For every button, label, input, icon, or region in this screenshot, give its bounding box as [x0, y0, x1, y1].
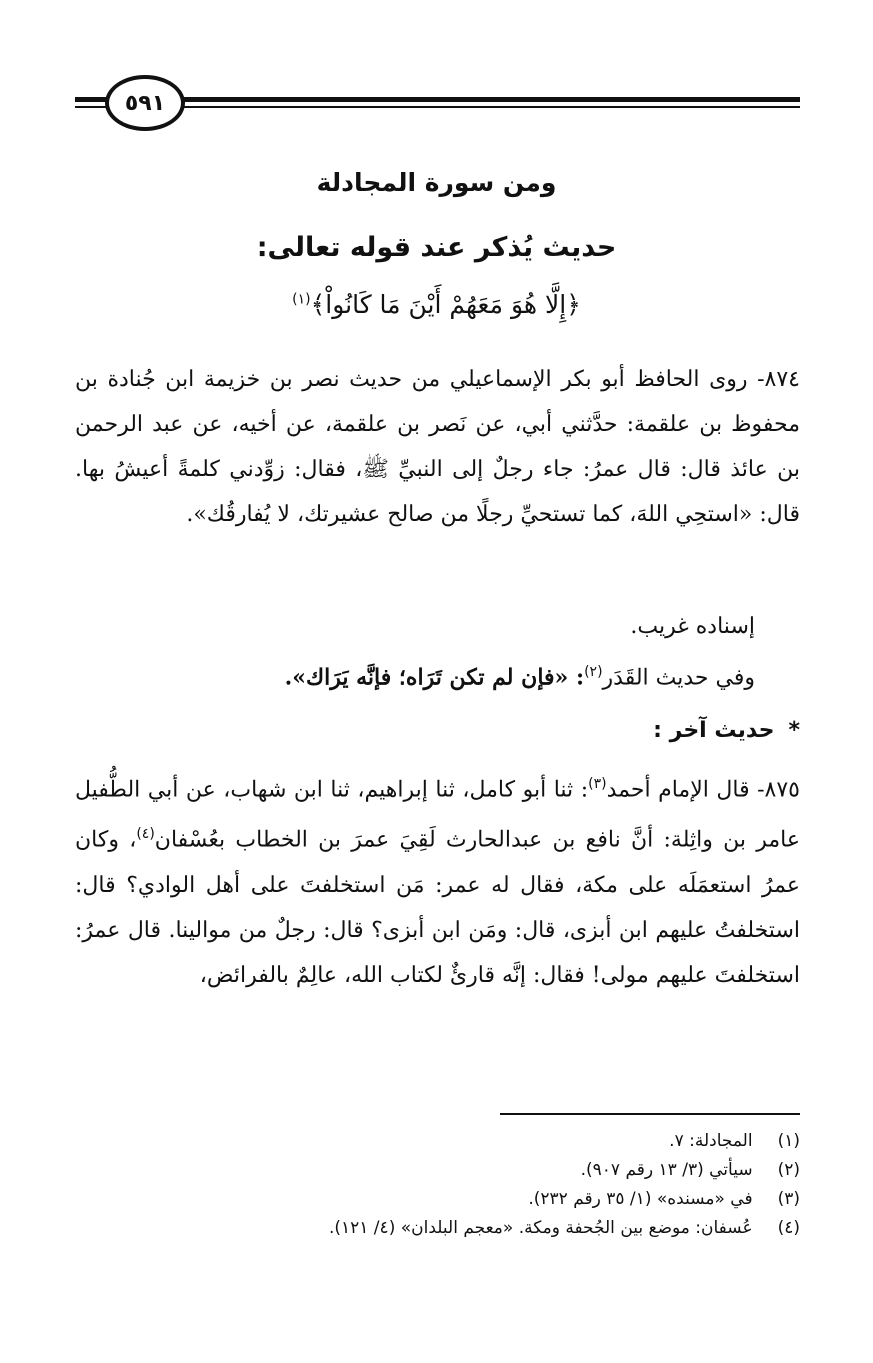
page-number: ٥٩١: [105, 75, 185, 131]
footnote-divider: [500, 1113, 800, 1115]
footnote-text: سيأتي (٣/ ١٣ رقم ٩٠٧).: [580, 1160, 753, 1180]
hadith-875-paragraph: [75, 762, 800, 998]
hadith-875-middle: : ثنا أبو كامل، ثنا إبراهيم، ثنا ابن شهاب، عن أبي الطُّفيل عامر بن واثِلة: أنَّ نافع بن عبدالحارث لَقِيَ عمرَ بن الخطاب بعُسْفان: [75, 777, 800, 853]
hadith-874-paragraph: ٨٧٤- روى الحافظ أبو بكر الإسماعيلي من حديث نصر بن خزيمة ابن جُنادة بن محفوظ بن علقمة: حدَّثني أبي، عن نَصر بن علقمة، عن أخيه، عن عبد الرحمن بن عائذ قال: قال عمرُ: جاء رجلٌ إلى النبيِّ ﷺ، فقال: زوِّدني كلمةً أعيشُ بها. قال: «استحِي اللهَ، كما تستحيِّ رجلًا من صالح عشيرتك، لا يُفارقُك».: [75, 367, 800, 527]
footnote-text: في «مسنده» (١/ ٣٥ رقم ٢٣٢).: [528, 1189, 753, 1209]
qadar-note: [75, 650, 800, 700]
footnote-item: [75, 1214, 800, 1243]
hadith-875-footnote-ref-4: (٤): [136, 826, 155, 843]
verse-footnote-ref: (١): [292, 291, 311, 308]
footnote-item: [75, 1185, 800, 1214]
footnote-text: المجادلة: ٧.: [669, 1131, 753, 1151]
footnote-item: [75, 1127, 800, 1156]
other-hadith-label: حديث آخر :: [653, 718, 775, 743]
isnad-note: إسناده غريب.: [630, 614, 755, 639]
hadith-title: حديث يُذكر عند قوله تعالى:: [256, 232, 617, 263]
footnotes: [75, 1127, 800, 1243]
surah-title: ومن سورة المجادلة: [316, 168, 557, 197]
footnote-number: (٢): [777, 1160, 800, 1180]
hadith-875-prefix: ٨٧٥- قال الإمام أحمد: [606, 777, 800, 803]
other-hadith-heading: [75, 708, 800, 753]
footnote-number: (٤): [777, 1218, 800, 1238]
footnote-item: [75, 1156, 800, 1185]
qadar-footnote-ref: (٢): [584, 664, 603, 680]
footnote-text: عُسفان: موضع بين الجُحفة ومكة. «معجم البلدان» (٤/ ١٢١).: [328, 1218, 753, 1238]
footnote-number: (١): [777, 1131, 800, 1151]
hadith-875-rest: ، وكان عمرُ استعمَلَه على مكة، فقال له عمر: مَن استخلفتَ على أهل الوادي؟ قال: استخلفتُ عليهم ابن أبزى، قال: ومَن ابن أبزى؟ قال: رجلٌ من موالينا. قال عمرُ: استخلفتَ عليهم مولى! فقال: إنَّه قارئٌ لكتاب الله، عالِمٌ بالفرائض،: [75, 827, 800, 988]
hadith-875-footnote-ref-3: (٣): [588, 776, 607, 792]
quran-verse: [0, 290, 873, 319]
star-icon: *: [788, 718, 800, 743]
footnote-number: (٣): [777, 1189, 800, 1209]
qadar-quote: : «فإن لم تكن تَرَاه؛ فإنَّه يَرَاك».: [284, 664, 585, 691]
qadar-prefix: وفي حديث القَدَر: [602, 665, 755, 691]
verse-text: ﴿إِلَّا هُوَ مَعَهُمْ أَيْنَ مَا كَانُواْ﴾: [310, 290, 581, 319]
